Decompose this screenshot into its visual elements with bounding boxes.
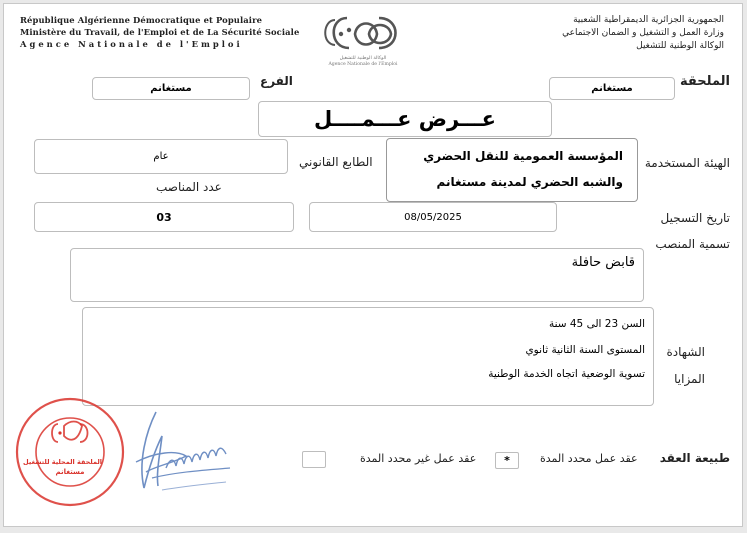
signature-icon [116, 402, 236, 502]
positions-count-field [34, 202, 294, 232]
employer-label: الهيئة المستخدمة [644, 156, 730, 170]
job-title-value: قابض حافلة [571, 255, 635, 270]
branch-label: الفرع [260, 74, 293, 88]
stamp-icon [14, 396, 126, 508]
anem-logo [317, 14, 409, 68]
header-arabic [562, 14, 724, 53]
contract-label: طبيعة العقد [659, 451, 730, 465]
header-fr-line1: République Algérienne Démocratique et Populaire [20, 15, 263, 25]
job-title-label: تسمية المنصب [655, 237, 730, 251]
employer-line1: المؤسسة العمومية للنقل الحضري [423, 149, 623, 163]
branch-field [92, 77, 250, 100]
logo-caption-ar: الوكالة الوطنية للتشغيل [339, 56, 387, 61]
employer-line2: والشبه الحضري لمدينة مستغانم [436, 175, 623, 189]
annex-field [549, 77, 675, 100]
certificate-label: الشهادة [666, 345, 705, 359]
positions-count-value: 03 [156, 210, 172, 224]
logo-caption-fr: Agence Nationale de l'Emploi [328, 62, 398, 67]
legal-status-label: الطابع القانوني [299, 155, 373, 169]
header-ar-line3: الوكالة الوطنية للتشغيل [636, 41, 724, 51]
stamp-center-line2: مستغانم [55, 468, 85, 476]
job-title-field [70, 248, 644, 302]
registration-date-field [309, 202, 557, 232]
contract-fixed-mark: * [504, 454, 510, 467]
document-title: عـــرض عـــمــــل [314, 107, 496, 131]
requirements-field [82, 307, 654, 406]
contract-fixed-checkbox[interactable] [495, 452, 519, 469]
advantages-label: المزايا [674, 372, 705, 386]
legal-status-value: عام [153, 151, 169, 162]
header-fr-line2: Ministère du Travail, de l'Emploi et de La Sécurité Sociale [20, 27, 300, 37]
header-ar-line2: وزارة العمل و التشغيل و الضمان الاجتماعي [562, 28, 724, 38]
annex-value: مستغانم [591, 83, 633, 94]
header-ar-line1: الجمهورية الجزائرية الديمقراطية الشعبية [573, 15, 724, 25]
stamp-center-line1: الملحقة المحلية للتشغيل [23, 458, 102, 466]
header-fr-line3: Agence Nationale de l'Emploi [20, 39, 243, 49]
contract-fixed-label: عقد عمل محدد المدة [540, 452, 638, 465]
registration-date-label: تاريخ التسجيل [660, 211, 730, 225]
anem-logo-icon [317, 14, 409, 52]
signature [116, 402, 236, 502]
document-title-box [258, 101, 552, 137]
branch-value: مستغانم [150, 83, 192, 94]
official-stamp [14, 396, 126, 508]
registration-date-value: 08/05/2025 [404, 211, 462, 223]
employer-field [386, 138, 638, 202]
annex-label: الملحقة [680, 74, 730, 89]
legal-status-field [34, 139, 288, 174]
requirement-2: المستوى السنة الثانية ثانوي [525, 344, 645, 356]
stamp-ring-text [14, 396, 18, 398]
contract-open-checkbox[interactable] [302, 451, 326, 468]
svg-text:وزارة العمل و التشغيل و الضمان [14, 396, 18, 398]
requirement-1: السن 23 الى 45 سنة [548, 318, 645, 330]
positions-count-label: عدد المناصب [156, 180, 222, 194]
requirement-3: تسوية الوضعية اتجاه الخدمة الوطنية [488, 368, 645, 380]
job-offer-document [3, 3, 743, 527]
contract-open-label: عقد عمل غير محدد المدة [360, 452, 477, 465]
header-french [20, 14, 299, 50]
